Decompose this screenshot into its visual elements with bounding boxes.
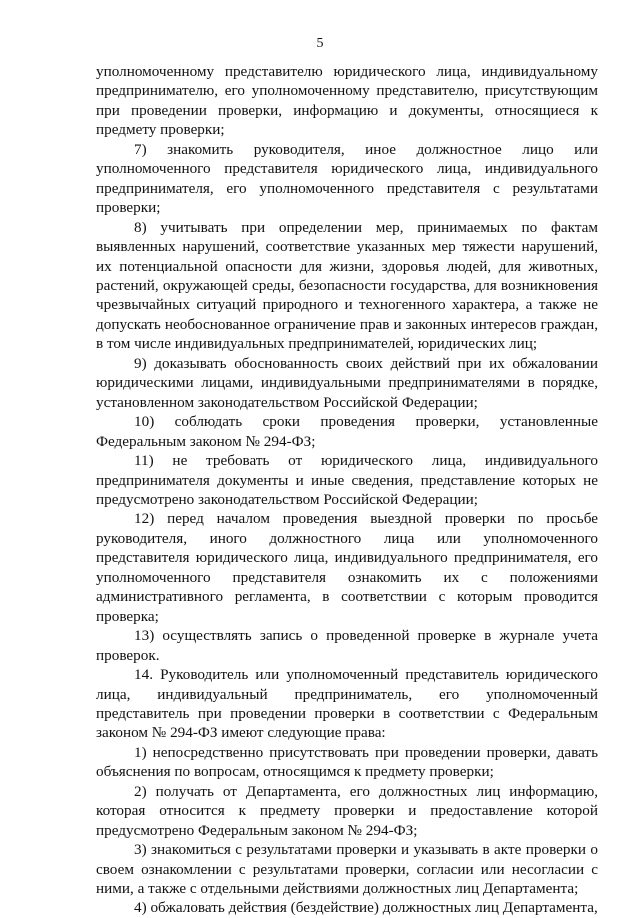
paragraph-item-9: 9) доказывать обоснованность своих действий при их обжаловании юридическими лицами, индивидуальными предпринимателями в порядке, установленном законодательством Российской Федерации; bbox=[96, 354, 598, 411]
paragraph-item-13: 13) осуществлять запись о проведенной проверке в журнале учета проверок. bbox=[96, 627, 598, 664]
paragraph-item-7: 7) знакомить руководителя, иное должностное лицо или уполномоченного представителя юридического лица, индивидуального предпринимателя, его уполномоченного представителя с результатами проверки; bbox=[96, 140, 598, 217]
paragraph-right-2: 2) получать от Департамента, его должностных лиц информацию, которая относится к предмету проверки и предоставление которой предусмотрено Федеральным законом № 294-ФЗ; bbox=[96, 782, 598, 839]
paragraph-section-14: 14. Руководитель или уполномоченный представитель юридического лица, индивидуальный предприниматель, его уполномоченный представитель при проведении проверки в соответствии с Федеральным законом № 294-ФЗ имеют следующие права: bbox=[96, 666, 598, 742]
paragraph-right-3: 3) знакомиться с результатами проверки и указывать в акте проверки о своем ознакомлении с результатами проверки, согласии или несогласии с ними, а также с отдельными действиями должностных лиц Департамента; bbox=[96, 841, 598, 898]
paragraph-item-8: 8) учитывать при определении мер, принимаемых по фактам выявленных нарушений, соответствие указанных мер тяжести нарушений, их потенциальной опасности для жизни, здоровья людей, для животных, растений, окружающей среды, безопасности государства, для возникновения чрезвычайных ситуаций природного и техногенного характера, а также не допускать необоснованное ограничение прав и законных интересов граждан, в том числе индивидуальных предпринимателей, юридических лиц; bbox=[96, 218, 598, 353]
paragraph-continuation: уполномоченному представителю юридического лица, индивидуальному предпринимателю, его уполномоченному представителю, присутствующим при проведении проверки, информацию и документы, относящиеся к предмету проверки; bbox=[96, 63, 598, 139]
paragraph-right-4: 4) обжаловать действия (бездействие) должностных лиц Департамента, bbox=[134, 899, 598, 917]
paragraph-item-12: 12) перед началом проведения выездной проверки по просьбе руководителя, иного должностного лица или уполномоченного представителя юридического лица, индивидуального предпринимателя, его уполномоченного представителя ознакомить их с положениями административного регламента, в соответствии с которым проводится проверка; bbox=[96, 510, 598, 625]
paragraph-item-11: 11) не требовать от юридического лица, индивидуального предпринимателя документы и иные сведения, представление которых не предусмотрено законодательством Российской Федерации; bbox=[96, 452, 598, 508]
page-number: 5 bbox=[316, 36, 324, 51]
document-body bbox=[96, 62, 598, 918]
paragraph-right-1: 1) непосредственно присутствовать при проведении проверки, давать объяснения по вопросам, относящимся к предмету проверки; bbox=[96, 743, 598, 781]
paragraph-item-10: 10) соблюдать сроки проведения проверки, установленные Федеральным законом № 294-ФЗ; bbox=[96, 413, 598, 450]
